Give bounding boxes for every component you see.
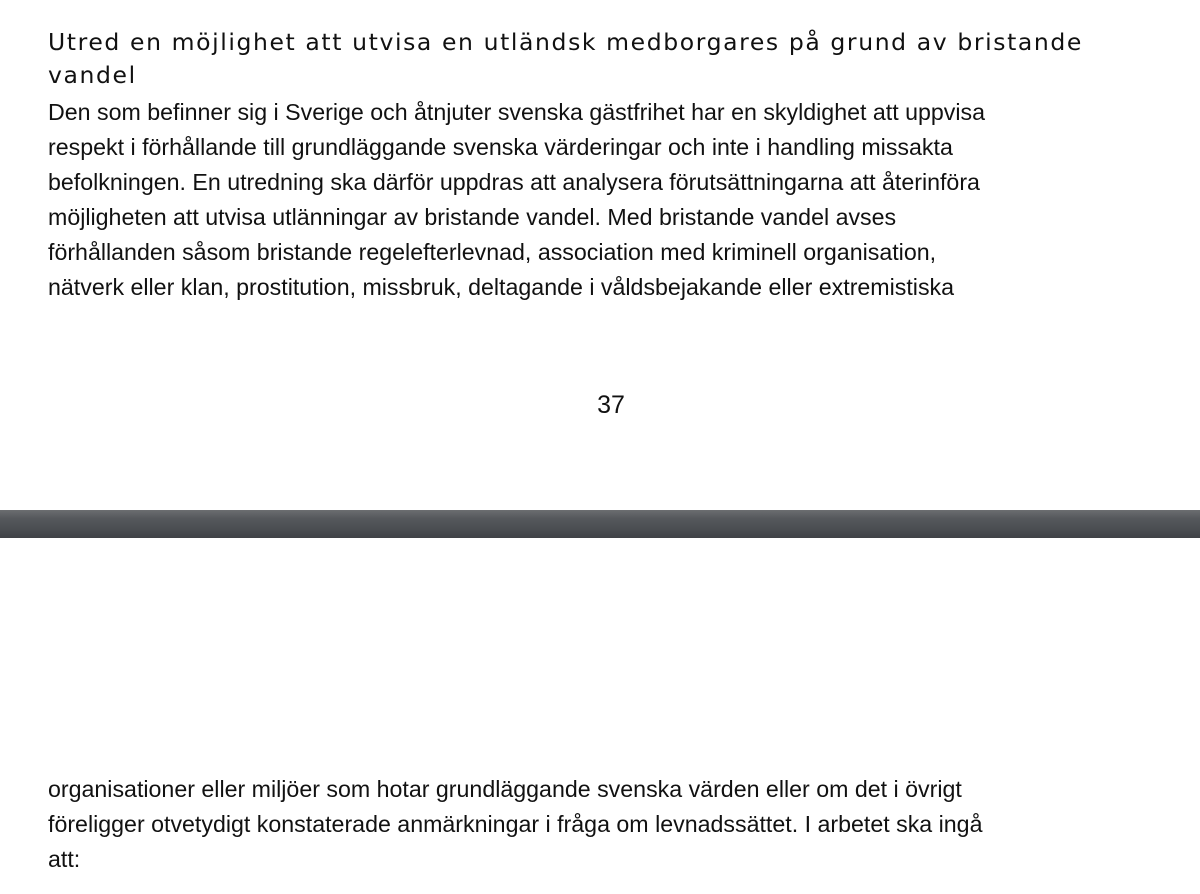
section-heading-line: vandel — [48, 61, 137, 89]
section-heading — [48, 26, 1158, 92]
paragraph-line: nätverk eller klan, prostitution, missbruk, deltagande i våldsbejakande eller extremistiska — [48, 274, 955, 300]
page-break-divider — [0, 510, 1200, 538]
body-paragraph — [48, 95, 1168, 305]
paragraph-line: möjligheten att utvisa utlänningar av bristande vandel. Med bristande vandel avses — [48, 204, 897, 230]
paragraph-line: Den som befinner sig i Sverige och åtnjuter svenska gästfrihet har en skyldighet att uppvisa — [48, 99, 986, 125]
paragraph-line: förhållanden såsom bristande regelefterlevnad, association med kriminell organisation, — [48, 239, 937, 265]
paragraph-line: organisationer eller miljöer som hotar grundläggande svenska värden eller om det i övrigt — [48, 776, 962, 802]
body-paragraph-continued — [48, 772, 1168, 877]
paragraph-line: respekt i förhållande till grundläggande svenska värderingar och inte i handling missakta — [48, 134, 953, 160]
page-number: 37 — [597, 391, 625, 419]
paragraph-line: att: — [48, 846, 81, 872]
paragraph-line: föreligger otvetydigt konstaterade anmärkningar i fråga om levnadssättet. I arbetet ska ingå — [48, 811, 983, 837]
section-heading-line: Utred en möjlighet att utvisa en utländsk medborgares på grund av bristande — [48, 28, 1083, 56]
document-page-38 — [0, 538, 1200, 894]
paragraph-line: befolkningen. En utredning ska därför uppdras att analysera förutsättningarna att återinföra — [48, 169, 980, 195]
